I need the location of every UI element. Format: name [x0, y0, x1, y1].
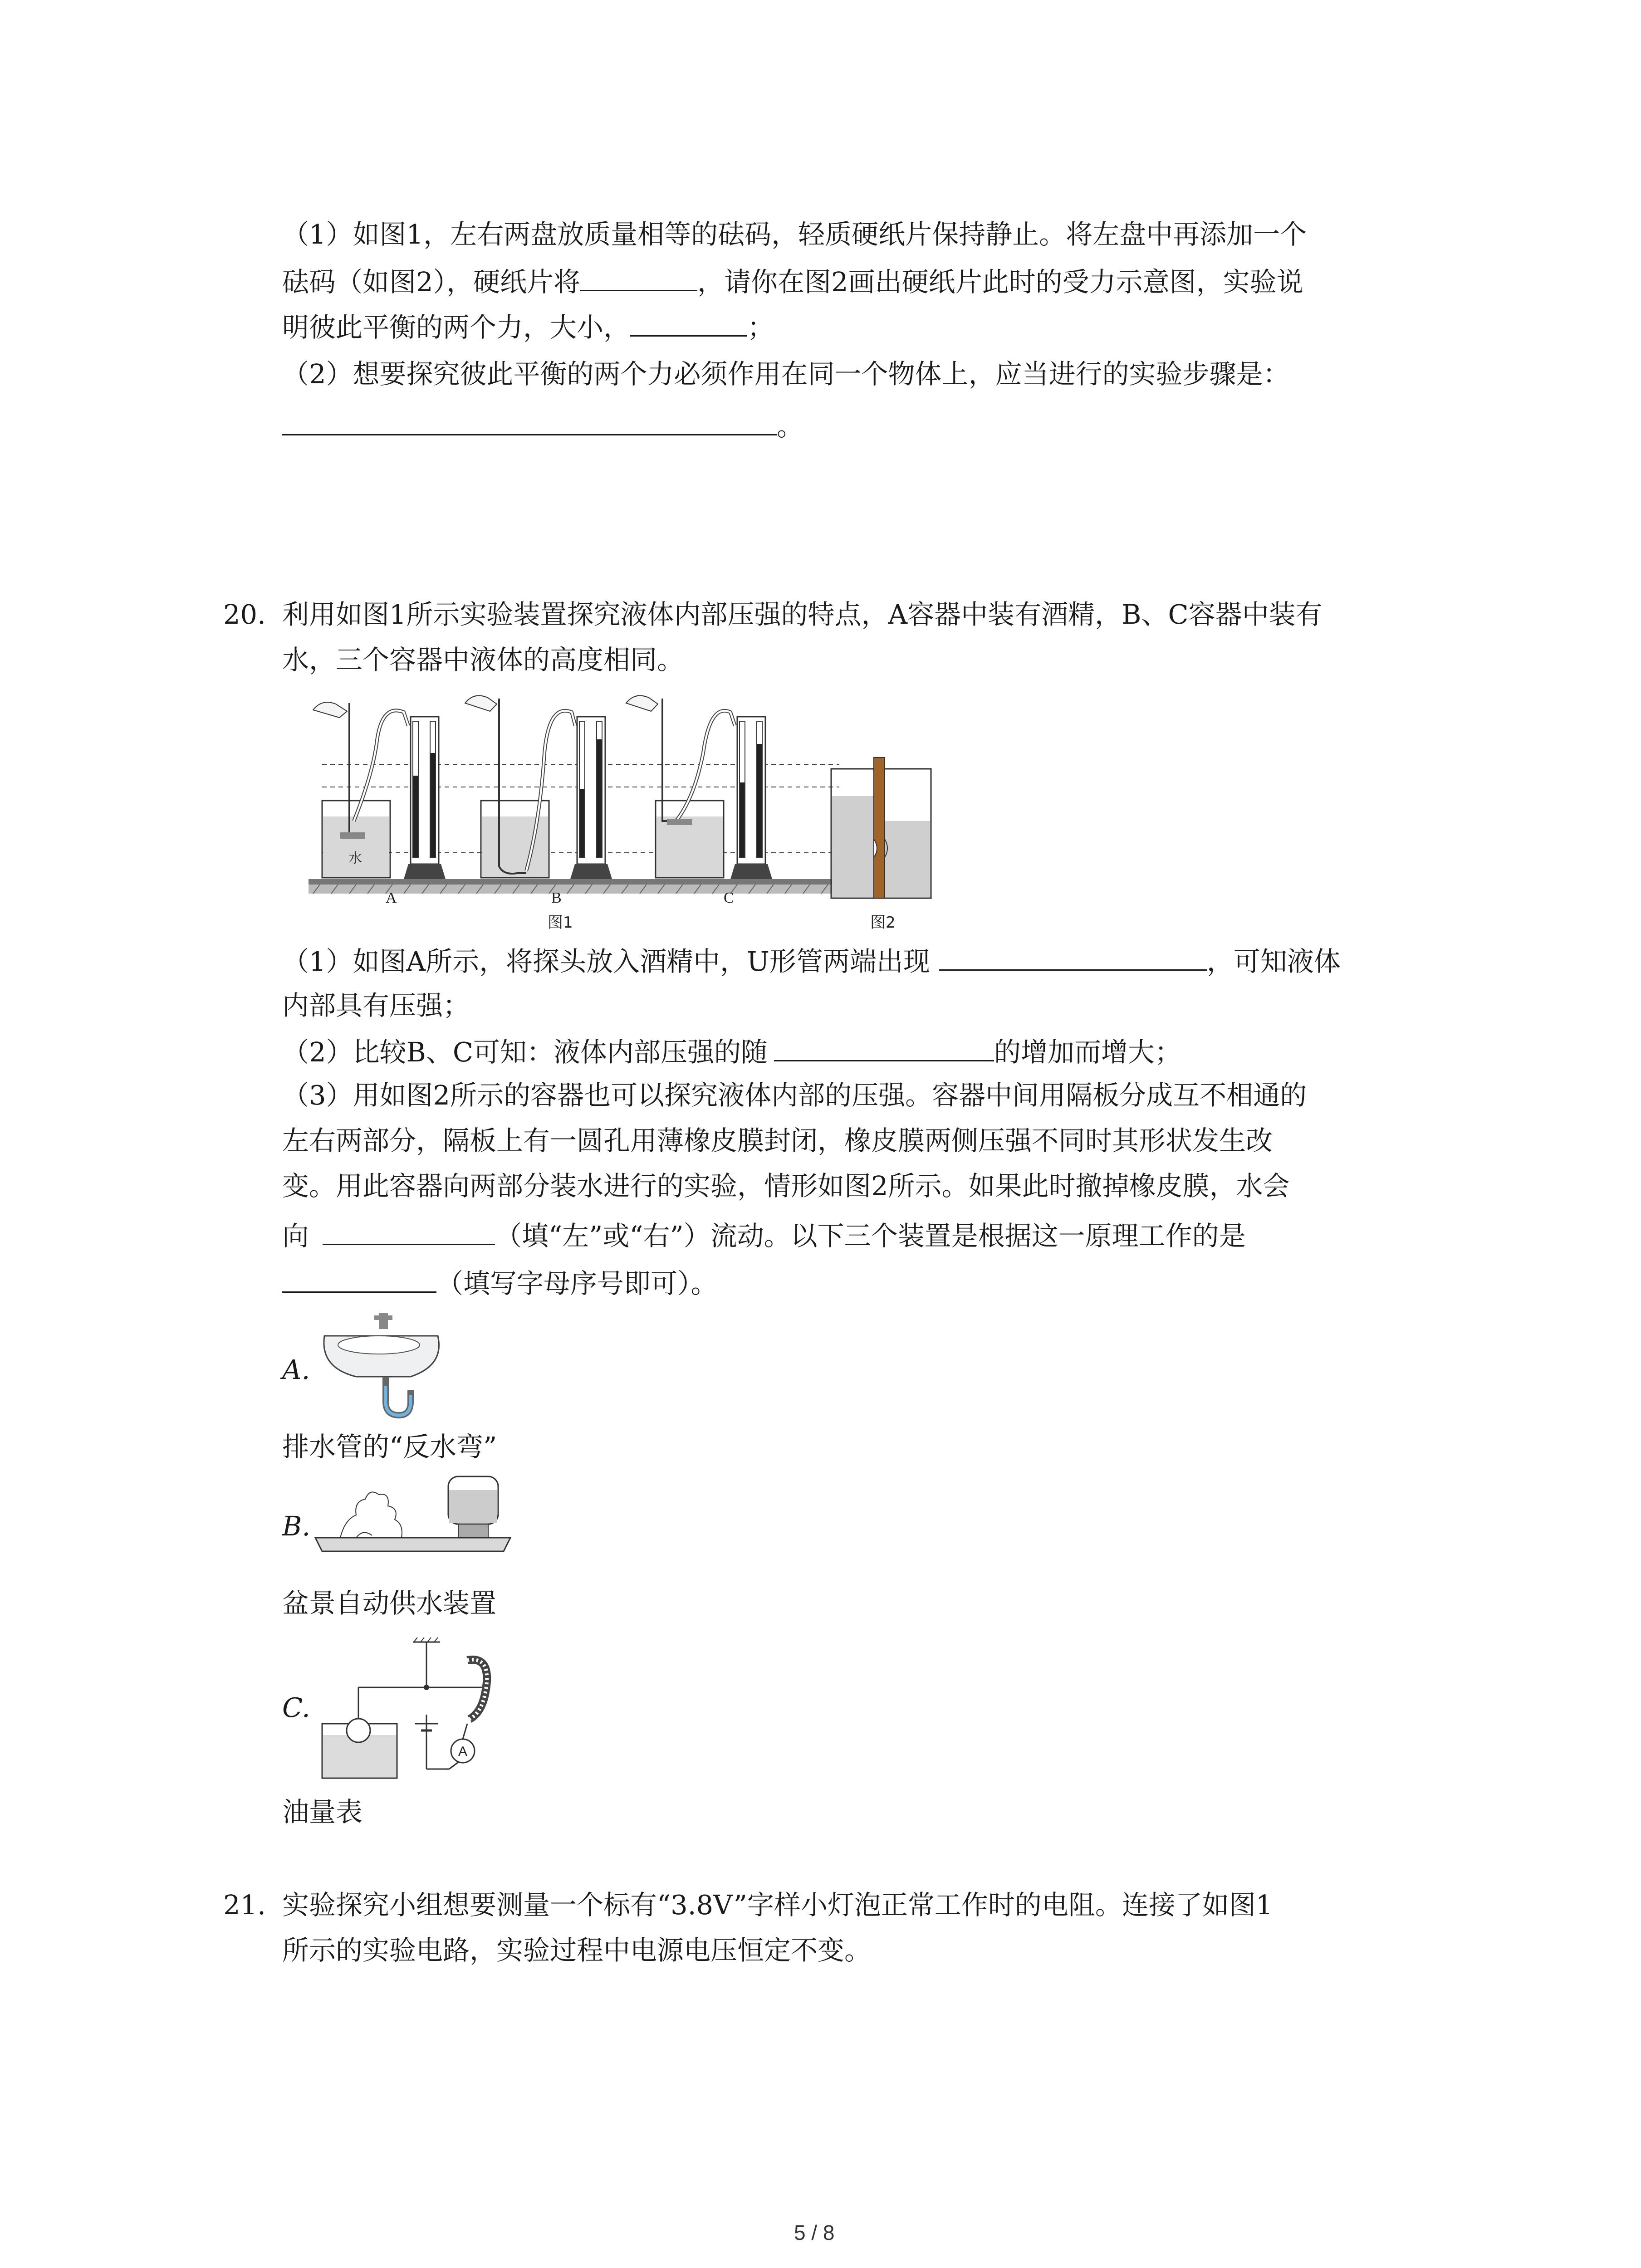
q20-s1-line1 [282, 946, 1341, 975]
ammeter-label: A [458, 1744, 468, 1759]
answer-blank[interactable] [282, 1268, 436, 1293]
q20-s3-line5 [282, 1268, 718, 1297]
page-number: 5 / 8 [794, 2221, 835, 2244]
option-c-image [313, 1633, 513, 1787]
water-label: 水 [348, 850, 362, 866]
answer-blank[interactable] [580, 266, 697, 291]
option-b-image [313, 1474, 513, 1565]
option-b-letter: B. [282, 1510, 311, 1542]
q20-s2-text-b: 的增加而增大； [994, 1036, 1182, 1068]
q20-s2-line [282, 1036, 1181, 1066]
sink-icon [324, 1313, 439, 1415]
q20-s2-text-a: （2）比较B、C可知：液体内部压强的随 [282, 1036, 768, 1068]
q20-s3-text-a: 向 [282, 1220, 309, 1251]
answer-blank[interactable] [939, 946, 1207, 971]
q19-line2-text-b: ，请你在图2画出硬纸片此时的受力示意图，实验说 [697, 266, 1303, 298]
q19-line3-text-a: 明彼此平衡的两个力，大小， [282, 312, 631, 343]
q20-s1-text-a: （1）如图A所示，将探头放入酒精中，U形管两端出现 [282, 946, 930, 977]
q20-s3-line4 [282, 1220, 1246, 1249]
q20-stem-line2: 水，三个容器中液体的高度相同。 [282, 644, 684, 675]
answer-blank[interactable] [282, 411, 777, 435]
option-a-image [315, 1311, 445, 1424]
q19-part2-line2 [282, 411, 803, 440]
q20-s3-line2: 左右两部分，隔板上有一圆孔用薄橡皮膜封闭，橡皮膜两侧压强不同时其形状发生改 [282, 1125, 1273, 1156]
fig2-caption: 图2 [870, 914, 896, 932]
option-c-letter: C. [282, 1692, 310, 1723]
q19-part1-line1: （1）如图1，左右两盘放质量相等的砝码，轻质硬纸片保持静止。将左盘中再添加一个 [282, 219, 1307, 250]
q20-s3-line1: （3）用如图2所示的容器也可以探究液体内部的压强。容器中间用隔板分成互不相通的 [282, 1080, 1307, 1111]
q19-line2-text-a: 砝码（如图2），硬纸片将 [282, 266, 581, 298]
q19-part1-line3 [282, 312, 774, 341]
option-b-caption: 盆景自动供水装置 [282, 1588, 497, 1619]
option-c-caption: 油量表 [282, 1796, 363, 1828]
answer-blank[interactable] [630, 312, 747, 337]
label-c: C [724, 890, 734, 906]
q20-stem-line1: 利用如图1所示实验装置探究液体内部压强的特点，A容器中装有酒精，B、C容器中装有 [282, 599, 1323, 630]
q20-s3-line3: 变。用此容器向两部分装水进行的实验，情形如图2所示。如果此时撤掉橡皮膜，水会 [282, 1170, 1290, 1202]
q21-line2: 所示的实验电路，实验过程中电源电压恒定不变。 [282, 1935, 872, 1966]
oil-gauge-circuit-icon [322, 1637, 487, 1778]
label-b: B [551, 890, 562, 906]
apparatus-a [313, 702, 446, 879]
q21-line1: 实验探究小组想要测量一个标有“3.8V”字样小灯泡正常工作时的电阻。连接了如图1 [282, 1889, 1273, 1921]
label-a: A [386, 890, 397, 906]
q21-number: 21. [223, 1889, 266, 1921]
q20-s3-text-end: （填写字母序号即可）。 [436, 1268, 718, 1299]
option-a-letter: A. [282, 1354, 310, 1385]
q20-number: 20. [223, 599, 266, 630]
q19-part2-line1: （2）想要探究彼此平衡的两个力必须作用在同一个物体上，应当进行的实验步骤是： [282, 358, 1290, 390]
q20-figure-apparatus [272, 685, 953, 939]
q19-line5-end: 。 [777, 411, 804, 442]
answer-blank[interactable] [774, 1036, 994, 1061]
q19-line3-text-b: ； [747, 312, 774, 343]
option-a-caption: 排水管的“反水弯” [282, 1431, 497, 1462]
figure2-divided-container [831, 758, 931, 898]
q19-part1-line2 [282, 266, 1303, 298]
answer-blank[interactable] [323, 1220, 495, 1245]
fig1-caption: 图1 [548, 914, 573, 932]
bonsai-water-supply-icon [315, 1476, 510, 1551]
q20-s3-text-b: （填“左”或“右”）流动。以下三个装置是根据这一原理工作的是 [495, 1220, 1246, 1251]
q20-s1-text-b: ，可知液体 [1206, 946, 1341, 977]
q20-s1-line2: 内部具有压强； [282, 990, 470, 1021]
